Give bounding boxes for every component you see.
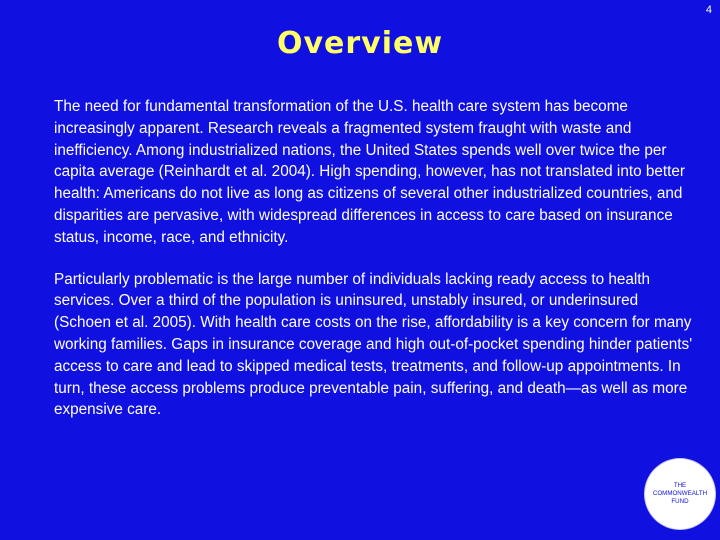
slide-title: Overview [276, 26, 444, 61]
logo-line-2: COMMONWEALTH [652, 490, 708, 497]
logo-line-3: FUND [671, 498, 689, 505]
paragraph-2: Particularly problematic is the large number of individuals lacking ready access to health services. Over a third of the population is uninsured, unstably insured, or underinsured (Schoen et al. 2005). With health care costs on the rise, affordability is a key concern for many working families. Gaps in insurance coverage and high out-of-pocket spending hinder patients' access to care and lead to skipped medical tests, treatments, and follow-up appointments. In turn, these access problems produce preventable pain, suffering, and death—as well as more expensive care. [54, 270, 693, 419]
page-number: 4 [705, 4, 712, 16]
paragraph-1: The need for fundamental transformation of the U.S. health care system has become increasingly apparent. Research reveals a fragmented system fraught with waste and inefficiency. Among industrialized nations, the United States spends well over twice the per capita average (Reinhardt et al. 2004). High spending, however, has not translated into better health: Americans do not live as long as citizens of several other industrialized countries, and disparities are pervasive, with widespread differences in access to care based on insurance status, income, race, and ethnicity. [54, 98, 685, 246]
commonwealth-fund-logo [645, 459, 715, 529]
logo-line-1: THE [673, 482, 687, 489]
slide-body [54, 96, 694, 441]
